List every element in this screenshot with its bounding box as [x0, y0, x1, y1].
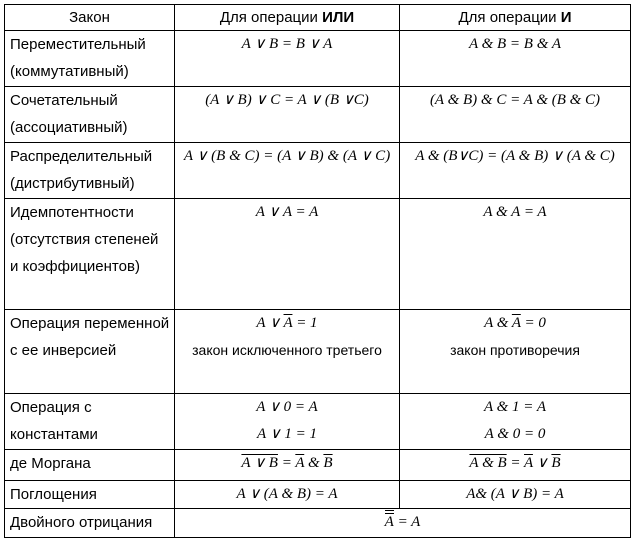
- table-row: [5, 509, 631, 538]
- law-name: Сочетательный (ассоциативный): [5, 87, 175, 143]
- double-negated-a: A: [385, 509, 394, 536]
- negated-a: $\overline{A}$: [511, 315, 521, 331]
- header-row: [5, 5, 631, 31]
- law-name: де Моргана: [5, 450, 175, 481]
- law-name: Идемпотентности (отсутствия степеней и коэффициентов): [5, 199, 175, 310]
- or-formula: A ∨ 0 = A A ∨ 1 = 1: [175, 394, 400, 450]
- table-row: [5, 143, 631, 199]
- table-row: [5, 87, 631, 143]
- boolean-laws-table: [4, 4, 631, 538]
- law-name: Операция с константами: [5, 394, 175, 450]
- table-row: [5, 31, 631, 87]
- and-formula: (A & B) & C = A & (B & C): [400, 87, 631, 143]
- or-formula: A ∨ $\overline{A} = 1$ закон исключенного третьего: [175, 310, 400, 394]
- law-name: Операция переменной с ее инверсией: [5, 310, 175, 394]
- and-formula: A & 1 = A A & 0 = 0: [400, 394, 631, 450]
- negated-a: $\overline{A}$: [283, 315, 293, 331]
- and-law-note: закон противоречия: [450, 342, 580, 358]
- header-law: Закон: [5, 5, 175, 31]
- law-name: Распределительный (дистрибутивный): [5, 143, 175, 199]
- or-formula: A ∨ (B & C) = (A ∨ B) & (A ∨ C): [175, 143, 400, 199]
- law-name: Поглощения: [5, 481, 175, 509]
- and-formula: A & (B∨C) = (A & B) ∨ (A & C): [400, 143, 631, 199]
- table-row: [5, 450, 631, 481]
- or-formula: A ∨ A = A: [175, 199, 400, 310]
- or-law-note: закон исключенного третьего: [192, 342, 382, 358]
- and-formula: A & A = A: [400, 199, 631, 310]
- table-row: [5, 481, 631, 509]
- and-formula: A& (A ∨ B) = A: [400, 481, 631, 509]
- table-row: [5, 394, 631, 450]
- and-formula: A & B = B & A: [400, 31, 631, 87]
- or-formula: A ∨ (A & B) = A: [175, 481, 400, 509]
- header-and: Для операции И: [400, 5, 631, 31]
- law-name: Переместительный (коммутативный): [5, 31, 175, 87]
- header-or: Для операции ИЛИ: [175, 5, 400, 31]
- or-formula: A ∨ B = B ∨ A: [175, 31, 400, 87]
- double-negation-formula: A = A: [175, 509, 631, 538]
- law-name: Двойного отрицания: [5, 509, 175, 538]
- and-formula: A & $B = \overline{A}$ ∨ $\overline{B}$: [400, 450, 631, 481]
- and-formula: A & $\overline{A} = 0$ закон противоречия: [400, 310, 631, 394]
- table-row: [5, 310, 631, 394]
- table-row: [5, 199, 631, 310]
- or-formula: A ∨ $B = \overline{A}$ & $\overline{B}$: [175, 450, 400, 481]
- or-formula: (A ∨ B) ∨ C = A ∨ (B ∨C): [175, 87, 400, 143]
